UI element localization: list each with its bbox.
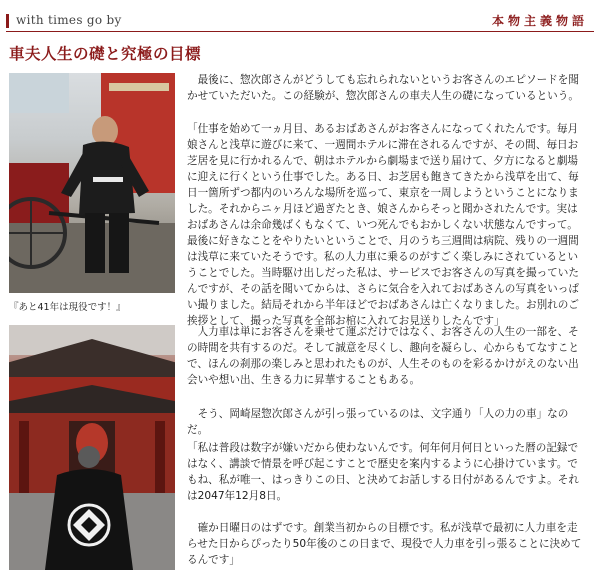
article-paragraph-6: 確か日曜日のはずです。創業当初からの目標です。私が浅草で最初に人力車を走らせた日からぴったり50年後のこの日まで、現役で人力車を引っ張ることに決めてるんです」: [187, 522, 582, 566]
rickshaw-puller-illustration: [9, 73, 175, 293]
article-paragraph-5: 「私は普段は数字が嫌いだから使わないんです。何年何月何日といった暦の記録ではなく、講談で情景を呼び起こすことで歴史を案内するように心掛けています。でもね、私が唯一、はっきりこの日、と決めてお話しする日付があるんですよ。それは2047年12月8日。: [187, 442, 579, 502]
rickshaw-puller-photo: [9, 73, 175, 293]
kaminarimon-gate-photo: [9, 325, 175, 570]
article-paragraph-2: 「仕事を始めて一ヵ月目、あるおばあさんがお客さんになってくれたんです。毎月娘さんと浅草に遊びに来て、一週間ホテルに滞在されるんですが、その間、毎日お芝居を見に行かれるんで、朝はホテルから劇場まで送り届けて、夕方になると劇場に迎えに行くという仕事でした。ある日、お芝居も飽きてきたから浅草を出て、毎日一箇所ずつ都内のいろんな場所を巡って、東京を一周しようということになりました。それからニヶ月ほど過ぎたとき、娘さんからそっと聞かされたんです。実はおばあさんは余命幾ばくもなくて、いつ死んでもおかしくない状態なんですって。最後に好きなことをやりたいということで、月のうち三週間は病院、残りの一週間は浅草に来ていたそうです。私の人力車に乗るのがすごく楽しみにされているということでした。当時駆け出しだった私は、サービスでお客さんの写真を撮っていたんですが、その話を聞いてからは、さらに気合を入れておばあさんの写真をいっぱい撮りました。結局それから半年ほどでおばあさんは亡くなりました。お別れのご挨拶として、撮った写真を全部お棺に入れてお見送りしたんです」: [187, 123, 579, 327]
header-tagline: with times go by: [16, 13, 122, 27]
page-header: [6, 10, 594, 32]
article-paragraph-3: 人力車は単にお客さんを乗せて運ぶだけではなく、お客さんの人生の一部を、その時間を共有するのだ。そして誠意を尽くし、趣向を凝らし、心からもてなすことで、ほんの刹那の楽しみと思われたものが、人生そのものを彩るかけがえのない出会いや想い出、生きる力に昇華することもある。: [187, 326, 579, 386]
header-divider: [6, 31, 594, 32]
photo-caption: 『あと41年は現役です！』: [9, 302, 126, 313]
series-title: 本物主義物語: [491, 14, 588, 28]
article-paragraph-1: 最後に、惣次郎さんがどうしても忘れられないというお客さんのエピソードを聞かせていただいた。この経験が、惣次郎さんの車夫人生の礎になっているという。: [187, 74, 579, 102]
article-title: 車夫人生の礎と究極の目標: [9, 45, 202, 63]
temple-gate-illustration: [9, 325, 175, 570]
article-paragraph-4: そう、岡崎屋惣次郎さんが引っ張っているのは、文字通り「人の力の車」なのだ。: [187, 408, 569, 436]
header-accent-bar: [6, 14, 9, 28]
